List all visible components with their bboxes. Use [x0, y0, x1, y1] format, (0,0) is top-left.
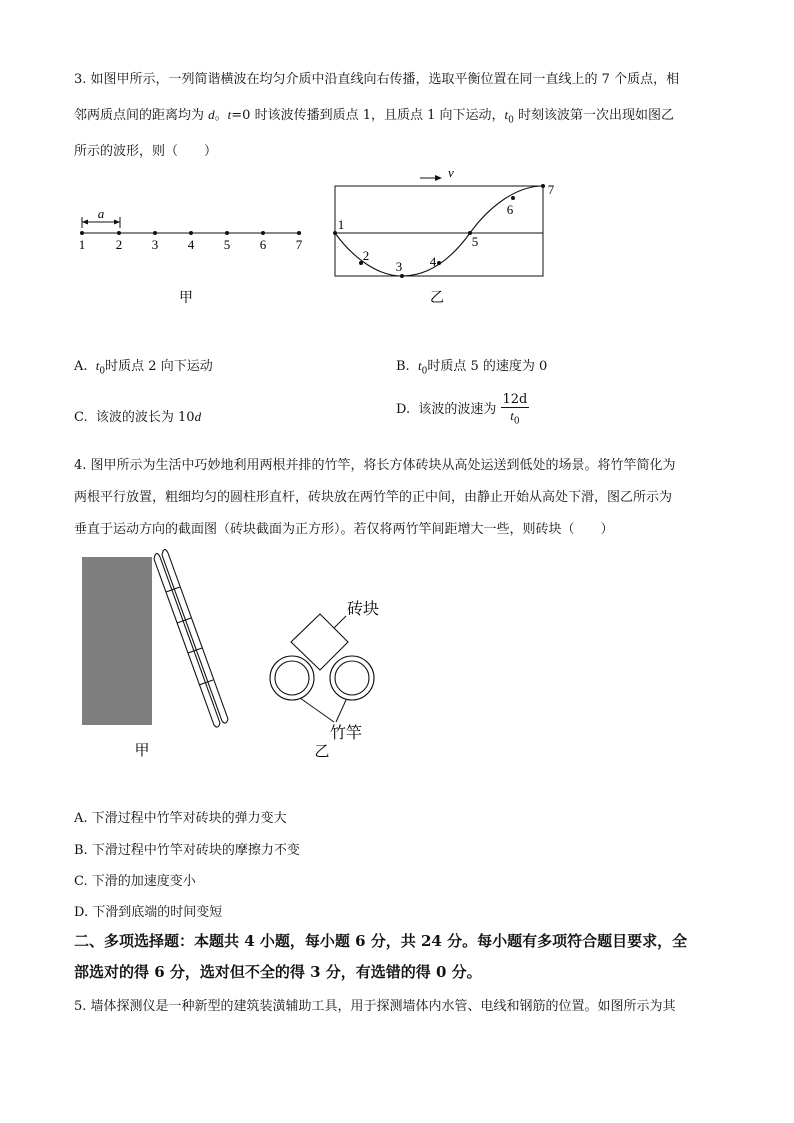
- pole-leader-right: [336, 700, 346, 722]
- yi-dot-3: [400, 274, 404, 278]
- q3-option-d-text: 该波的波速为: [418, 401, 497, 417]
- jia-label-7: 7: [295, 237, 303, 252]
- q3-var-d: d: [208, 107, 215, 122]
- yi-label-7: 7: [547, 182, 555, 197]
- pole-2-top: [162, 549, 168, 555]
- q3-option-b[interactable]: [396, 355, 547, 377]
- jia-dot-3: [153, 231, 157, 235]
- a-arrow-left: [82, 220, 88, 225]
- q3-option-d[interactable]: [396, 392, 529, 427]
- q4-option-b[interactable]: B. 下滑过程中竹竿对砖块的摩擦力不变: [74, 843, 300, 858]
- pole-leader-left: [300, 698, 334, 722]
- jia-label-1: 1: [78, 237, 86, 252]
- q3-option-a[interactable]: [74, 355, 213, 377]
- pole-1-right: [160, 557, 220, 723]
- q4-option-c[interactable]: C. 下滑的加速度变小: [74, 874, 196, 889]
- pole-right-outer: [330, 656, 374, 700]
- yi-label-1: 1: [337, 217, 345, 232]
- q3-line2-text-d: 时刻该波第一次出现如图乙: [513, 108, 675, 123]
- section-2-heading-line-2: 部选对的得 6 分，选对但不全的得 3 分，有选错的得 0 分。: [74, 963, 482, 981]
- yi-points: [333, 184, 545, 278]
- jia-caption: 甲: [179, 291, 193, 306]
- q3-var-t: t: [227, 107, 232, 122]
- q3-option-d-denominator: [501, 408, 530, 427]
- q3-option-b-var: t: [417, 358, 422, 373]
- q3-line-3: 所示的波形，则（ ）: [74, 144, 218, 159]
- pole-1-bottom: [214, 723, 220, 727]
- brick-label: 砖块: [347, 601, 380, 618]
- jia-dot-5: [225, 231, 229, 235]
- q4-line-2: 两根平行放置，粗细均匀的圆柱形直杆，砖块放在两竹竿的正中间，由静止开始从高处下滑，图乙所示为: [74, 490, 673, 505]
- q4-figure-jia: [76, 545, 236, 765]
- q4-yi-caption: 乙: [314, 744, 330, 760]
- q3-option-d-fraction: [501, 392, 530, 427]
- q3-option-d-den-sub: 0: [513, 416, 520, 427]
- pole-left-outer: [270, 656, 314, 700]
- jia-label-6: 6: [259, 237, 267, 252]
- q5-line-1: 5. 墙体探测仪是一种新型的建筑装潢辅助工具，用于探测墙体内水管、电线和钢筋的位置。如图所示为其: [74, 999, 676, 1014]
- q3-option-c-var: d: [194, 409, 202, 424]
- yi-label-3: 3: [395, 259, 403, 274]
- jia-label-3: 3: [151, 237, 159, 252]
- q4-jia-caption: 甲: [134, 743, 150, 759]
- q3-option-a-prefix: A.: [74, 359, 88, 374]
- a-arrow-right: [114, 220, 120, 225]
- section-2-heading-line-1: 二、多项选择题：本题共 4 小题，每小题 6 分，共 24 分。每小题有多项符合题目要求，全: [74, 932, 688, 950]
- q3-option-b-text: 时质点 5 的速度为 0: [427, 359, 548, 374]
- q3-option-a-sub: 0: [99, 366, 106, 377]
- q3-line-2: [74, 104, 674, 126]
- q3-option-c-prefix: C.: [74, 410, 88, 425]
- q3-line2-text-b: 。: [214, 108, 228, 123]
- jia-label-2: 2: [115, 237, 123, 252]
- jia-dot-1: [80, 231, 84, 235]
- q3-option-b-sub: 0: [421, 366, 428, 377]
- q3-line2-text-a: 邻两质点间的距离均为: [74, 108, 209, 123]
- yi-dot-1: [333, 231, 337, 235]
- q4-line-3: 垂直于运动方向的截面图（砖块截面为正方形）。若仅将两竹竿间距增大一些，则砖块（ ）: [74, 522, 614, 537]
- q3-option-a-var: t: [95, 358, 100, 373]
- q3-option-c[interactable]: [74, 406, 201, 425]
- jia-dot-4: [189, 231, 193, 235]
- yi-caption: 乙: [430, 291, 444, 306]
- a-label: a: [97, 206, 105, 221]
- q4-line-1: 4. 图甲所示为生活中巧妙地利用两根并排的竹竿，将长方体砖块从高处运送到低处的场景。将竹竿简化为: [74, 458, 676, 473]
- pole-1-left: [154, 559, 214, 725]
- q3-option-d-numerator: 12d: [502, 392, 528, 407]
- pole-2-left: [162, 555, 222, 721]
- q3-figure-jia: [70, 200, 320, 310]
- jia-label-4: 4: [187, 237, 195, 252]
- q4-figure-yi: [262, 590, 422, 765]
- pole-2-bottom: [222, 719, 228, 723]
- q3-option-b-prefix: B.: [396, 359, 410, 374]
- q3-var-t0: t: [504, 107, 509, 122]
- jia-dot-2: [117, 231, 121, 235]
- jia-label-5: 5: [223, 237, 231, 252]
- pole-node-4: [166, 587, 180, 592]
- q3-line2-text-c: =0 时该波传播到质点 1，且质点 1 向下运动，: [231, 108, 505, 123]
- yi-dot-4: [437, 261, 441, 265]
- wall-block: [82, 557, 152, 725]
- q4-option-a[interactable]: A. 下滑过程中竹竿对砖块的弹力变大: [74, 811, 287, 826]
- yi-label-6: 6: [506, 202, 514, 217]
- jia-dot-7: [297, 231, 301, 235]
- q3-option-d-den-var: t: [510, 408, 514, 423]
- yi-dot-7: [541, 184, 545, 188]
- q3-sub-0: 0: [508, 115, 514, 126]
- yi-label-5: 5: [471, 234, 479, 249]
- q3-option-a-text: 时质点 2 向下运动: [105, 359, 213, 374]
- q3-option-c-text: 该波的波长为 10: [95, 410, 195, 425]
- pole-2-right: [168, 553, 228, 719]
- pole-1-top: [154, 553, 160, 559]
- pole-label: 竹竿: [330, 725, 363, 742]
- yi-label-4: 4: [429, 254, 437, 269]
- v-label: v: [448, 165, 454, 180]
- v-arrow-icon: [435, 175, 442, 181]
- q3-line-1: 3. 如图甲所示，一列简谐横波在均匀介质中沿直线向右传播，选取平衡位置在同一直线上的 7 个质点，相: [74, 72, 680, 87]
- bamboo-poles: [154, 549, 228, 727]
- q4-option-d[interactable]: D. 下滑到底端的时间变短: [74, 905, 223, 920]
- brick-leader-line: [334, 616, 346, 628]
- yi-dot-6: [511, 196, 515, 200]
- jia-dot-6: [261, 231, 265, 235]
- q3-option-d-prefix: D.: [396, 401, 411, 417]
- q3-figure-yi: [330, 162, 555, 310]
- yi-label-2: 2: [362, 248, 370, 263]
